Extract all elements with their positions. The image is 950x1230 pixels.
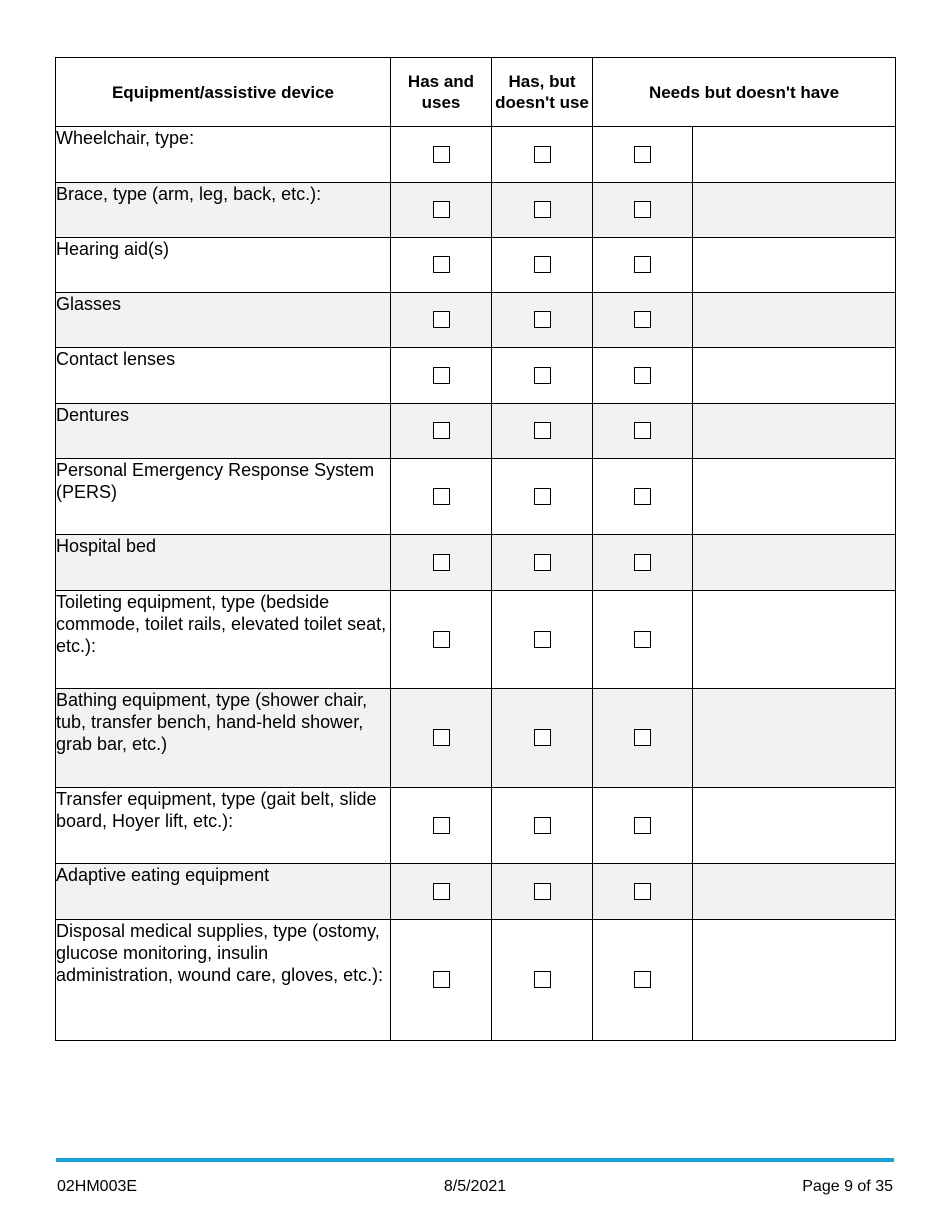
- has-but-doesnt-use-checkbox[interactable]: [534, 729, 551, 746]
- has-but-doesnt-use-checkbox[interactable]: [534, 311, 551, 328]
- equipment-table: [55, 57, 896, 1041]
- table-header-row: [56, 58, 896, 127]
- table-row: [56, 293, 896, 348]
- header-has-but-doesnt-use: Has, but doesn't use: [492, 58, 593, 127]
- has-and-uses-checkbox[interactable]: [433, 256, 450, 273]
- footer-divider: [56, 1158, 894, 1162]
- device-label: Contact lenses: [56, 348, 391, 404]
- has-but-doesnt-use-checkbox[interactable]: [534, 817, 551, 834]
- needs-notes-cell[interactable]: [693, 920, 896, 1041]
- has-and-uses-checkbox[interactable]: [433, 488, 450, 505]
- device-label: Transfer equipment, type (gait belt, slide board, Hoyer lift, etc.):: [56, 788, 391, 864]
- needs-notes-cell[interactable]: [693, 864, 896, 920]
- table-row: [56, 788, 896, 864]
- has-but-doesnt-use-checkbox[interactable]: [534, 422, 551, 439]
- table-row: [56, 689, 896, 788]
- form-date: 8/5/2021: [443, 1178, 507, 1195]
- has-but-doesnt-use-checkbox[interactable]: [534, 146, 551, 163]
- has-but-doesnt-use-checkbox[interactable]: [534, 554, 551, 571]
- has-and-uses-checkbox[interactable]: [433, 883, 450, 900]
- needs-checkbox[interactable]: [634, 631, 651, 648]
- needs-notes-cell[interactable]: [693, 459, 896, 535]
- table-row: [56, 183, 896, 238]
- device-label: Dentures: [56, 404, 391, 459]
- has-and-uses-checkbox[interactable]: [433, 422, 450, 439]
- table-row: [56, 535, 896, 591]
- needs-checkbox[interactable]: [634, 729, 651, 746]
- has-and-uses-checkbox[interactable]: [433, 729, 450, 746]
- needs-checkbox[interactable]: [634, 883, 651, 900]
- table-row: [56, 238, 896, 293]
- table-row: [56, 404, 896, 459]
- needs-notes-cell[interactable]: [693, 591, 896, 689]
- has-and-uses-checkbox[interactable]: [433, 554, 450, 571]
- has-but-doesnt-use-checkbox[interactable]: [534, 367, 551, 384]
- table-row: [56, 864, 896, 920]
- device-label: Toileting equipment, type (bedside commode, toilet rails, elevated toilet seat, etc.):: [56, 591, 391, 689]
- header-has-and-uses: Has and uses: [391, 58, 492, 127]
- needs-notes-cell[interactable]: [693, 788, 896, 864]
- has-but-doesnt-use-checkbox[interactable]: [534, 631, 551, 648]
- page-number: Page 9 of 35: [802, 1178, 893, 1195]
- device-label: Disposal medical supplies, type (ostomy, glucose monitoring, insulin administration, wound care, gloves, etc.):: [56, 920, 391, 1041]
- needs-checkbox[interactable]: [634, 488, 651, 505]
- has-but-doesnt-use-checkbox[interactable]: [534, 256, 551, 273]
- device-label: Adaptive eating equipment: [56, 864, 391, 920]
- has-and-uses-checkbox[interactable]: [433, 971, 450, 988]
- table-row: [56, 348, 896, 404]
- table-row: [56, 591, 896, 689]
- table-row: [56, 459, 896, 535]
- device-label: Hospital bed: [56, 535, 391, 591]
- needs-checkbox[interactable]: [634, 422, 651, 439]
- needs-notes-cell[interactable]: [693, 689, 896, 788]
- has-and-uses-checkbox[interactable]: [433, 311, 450, 328]
- device-label: Brace, type (arm, leg, back, etc.):: [56, 183, 391, 238]
- needs-checkbox[interactable]: [634, 311, 651, 328]
- device-label: Personal Emergency Response System (PERS): [56, 459, 391, 535]
- form-code: 02HM003E: [57, 1178, 138, 1195]
- device-label: Bathing equipment, type (shower chair, tub, transfer bench, hand-held shower, grab bar, etc.): [56, 689, 391, 788]
- has-but-doesnt-use-checkbox[interactable]: [534, 201, 551, 218]
- needs-notes-cell[interactable]: [693, 348, 896, 404]
- needs-checkbox[interactable]: [634, 367, 651, 384]
- needs-notes-cell[interactable]: [693, 238, 896, 293]
- table-row: [56, 127, 896, 183]
- has-and-uses-checkbox[interactable]: [433, 631, 450, 648]
- needs-notes-cell[interactable]: [693, 535, 896, 591]
- header-device: Equipment/assistive device: [56, 58, 391, 127]
- device-label: Wheelchair, type:: [56, 127, 391, 183]
- device-label: Glasses: [56, 293, 391, 348]
- needs-notes-cell[interactable]: [693, 404, 896, 459]
- has-and-uses-checkbox[interactable]: [433, 201, 450, 218]
- has-but-doesnt-use-checkbox[interactable]: [534, 971, 551, 988]
- needs-notes-cell[interactable]: [693, 127, 896, 183]
- header-needs-but-doesnt-have: Needs but doesn't have: [593, 58, 896, 127]
- has-and-uses-checkbox[interactable]: [433, 817, 450, 834]
- device-label: Hearing aid(s): [56, 238, 391, 293]
- has-and-uses-checkbox[interactable]: [433, 367, 450, 384]
- needs-checkbox[interactable]: [634, 201, 651, 218]
- needs-checkbox[interactable]: [634, 971, 651, 988]
- needs-checkbox[interactable]: [634, 817, 651, 834]
- has-but-doesnt-use-checkbox[interactable]: [534, 488, 551, 505]
- needs-checkbox[interactable]: [634, 554, 651, 571]
- has-but-doesnt-use-checkbox[interactable]: [534, 883, 551, 900]
- needs-checkbox[interactable]: [634, 256, 651, 273]
- has-and-uses-checkbox[interactable]: [433, 146, 450, 163]
- needs-notes-cell[interactable]: [693, 183, 896, 238]
- needs-notes-cell[interactable]: [693, 293, 896, 348]
- table-row: [56, 920, 896, 1041]
- needs-checkbox[interactable]: [634, 146, 651, 163]
